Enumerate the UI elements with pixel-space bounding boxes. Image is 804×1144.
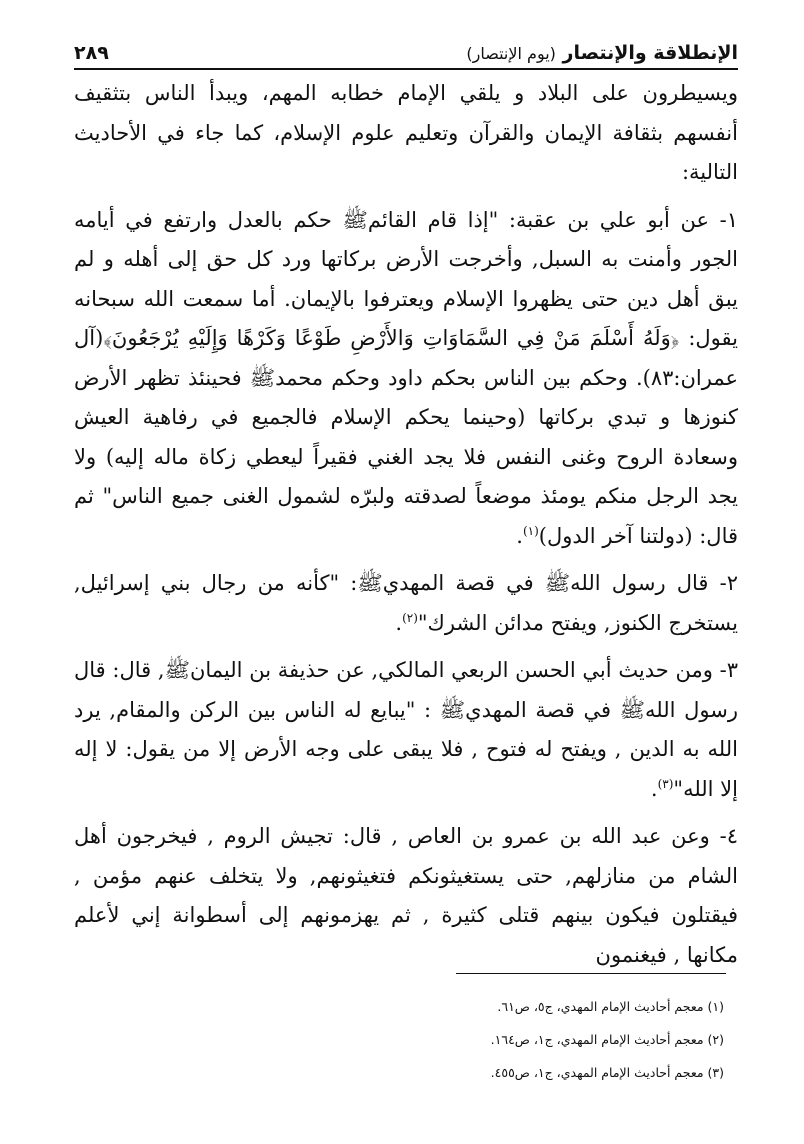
footnote-separator [456, 973, 726, 974]
footnote-ref-3: (٣) [657, 776, 674, 791]
paragraph-text: ويسيطرون على البلاد و يلقي الإمام خطابه المهم، ويبدأ الناس بتثقيف أنفسهم بثقافة الإيمان والقرآن وتعليم علوم الإسلام، كما جاء في الأحاديث التالية: [74, 81, 738, 184]
header-subtitle: (يوم الإنتصار) [466, 44, 556, 63]
paragraph-hadith-3: ٣- ومن حديث أبي الحسن الربعي المالكي, عن حذيفة بن اليمانﷺ, قال: قال رسول اللهﷺ في قصة المهديﷺ : "يبايع له الناس بين الركن والمقام, يرد الله به الدين , ويفتح له فتوح , فلا يبقى على وجه الأرض إلا من يقول: لا إله إلا الله"$^{(٣)}$. [74, 658, 738, 801]
footnote-3: (٣) معجم أحاديث الإمام المهدي، ج١، ص٤٥٥. [490, 1065, 724, 1080]
running-header [74, 34, 738, 70]
footnotes [74, 990, 724, 1089]
footnote-ref-1: (١) [522, 523, 539, 538]
footnote-2: (٢) معجم أحاديث الإمام المهدي، ج١، ص١٦٤. [490, 1032, 724, 1047]
footnote-ref-2: (٢) [402, 610, 418, 625]
paragraph-text: ١- عن أبو علي بن عقبة: "إذا قام القائمﷺ حكم بالعدل وارتفع في أيامه الجور وأمنت به السبل, وأخرجت الأرض بركاتها ورد كل حق إلى أهله و لم يبق أهل دين حتى يظهروا الإسلام ويعترفوا بالإيمان. أما سمعت الله سبحانه يقول: ﴿وَلَهُ أَسْلَمَ مَنْ فِي السَّمَاوَاتِ وَالأَرْضِ طَوْعًا وَكَرْهًا وَإِلَيْهِ يُرْجَعُونَ﴾(آل عمران:٨٣). وحكم بين الناس بحكم داود وحكم محمدﷺ فحينئذ تظهر الأرض كنوزها و تبدي بركاتها (وحينما يحكم الإسلام فالجميع في رفاهية العيش وسعادة الروح وغنى النفس فلا يجد الغني فقيراً ليعطي زكاة ماله إليه) ولا يجد الرجل منكم يومئذ موضعاً لصدقته ولبرّه لشمول الغنى جميع الناس" ثم قال: (دولتنا آخر الدول) [74, 207, 738, 548]
paragraph-text: ٣- ومن حديث أبي الحسن الربعي المالكي, عن حذيفة بن اليمانﷺ, قال: قال رسول اللهﷺ في قصة المهديﷺ : "يبايع له الناس بين الركن والمقام, يرد الله به الدين , ويفتح له فتوح , فلا يبقى على وجه الأرض إلا من يقول: لا إله إلا الله" [74, 658, 738, 801]
body-text [74, 74, 738, 983]
paragraph-hadith-1: ١- عن أبو علي بن عقبة: "إذا قام القائمﷺ حكم بالعدل وارتفع في أيامه الجور وأمنت به السبل, وأخرجت الأرض بركاتها ورد كل حق إلى أهله و لم يبق أهل دين حتى يظهروا الإسلام ويعترفوا بالإيمان. أما سمعت الله سبحانه يقول: ﴿وَلَهُ أَسْلَمَ مَنْ فِي السَّمَاوَاتِ وَالأَرْضِ طَوْعًا وَكَرْهًا وَإِلَيْهِ يُرْجَعُونَ﴾(آل عمران:٨٣). وحكم بين الناس بحكم داود وحكم محمدﷺ فحينئذ تظهر الأرض كنوزها و تبدي بركاتها (وحينما يحكم الإسلام فالجميع في رفاهية العيش وسعادة الروح وغنى النفس فلا يجد الغني فقيراً ليعطي زكاة ماله إليه) ولا يجد الرجل منكم يومئذ موضعاً لصدقته ولبرّه لشمول الغنى جميع الناس" ثم قال: (دولتنا آخر الدول)$^{(١)}$. [74, 207, 738, 548]
paragraph-text: ٢- قال رسول اللهﷺ في قصة المهديﷺ: "كأنه من رجال بني إسرائيل, يستخرج الكنوز, ويفتح مدائن الشرك" [74, 571, 738, 635]
paragraph-hadith-2: ٢- قال رسول اللهﷺ في قصة المهديﷺ: "كأنه من رجال بني إسرائيل, يستخرج الكنوز, ويفتح مدائن الشرك"$^{(٢)}$. [74, 571, 738, 635]
header-title [466, 42, 738, 64]
header-title-text: الإنطلاقة والإنتصار [562, 42, 738, 64]
footnote-1: (١) معجم أحاديث الإمام المهدي، ج٥، ص٦١. [497, 999, 724, 1014]
paragraph-text: ٤- وعن عبد الله بن عمرو بن العاص , قال: تجيش الروم , فيخرجون أهل الشام من منازلهم, حتى يستغيثونكم فتغيثونهم, ولا يتخلف عنهم مؤمن , فيقتلون فيكون بينهم قتلى كثيرة , ثم يهزمونهم إلى أسطوانة إني لأعلم مكانها , فيغنمون [74, 824, 738, 967]
paragraph-intro [74, 74, 738, 193]
page-number: ٢٨٩ [74, 42, 109, 64]
paragraph-hadith-4 [74, 817, 738, 975]
